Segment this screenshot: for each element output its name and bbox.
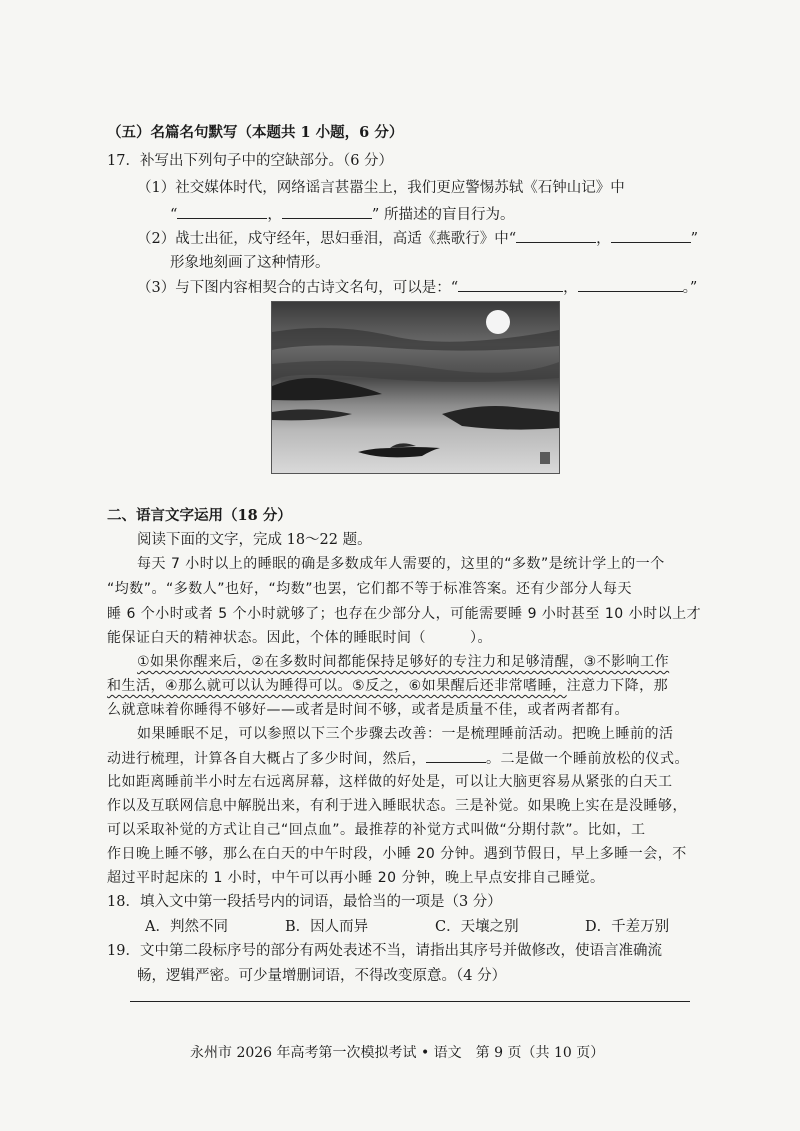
answer-blank[interactable] — [426, 748, 486, 763]
para3-line2 — [107, 748, 689, 769]
q17-stem: 17．补写出下列句子中的空缺部分。（6 分） — [107, 153, 394, 169]
para3-line1: 如果睡眠不足，可以参照以下三个步骤去改善：一是梳理睡前活动。把晚上睡前的活 — [137, 726, 674, 742]
section2-heading: 二、语言文字运用（18 分） — [107, 507, 292, 524]
para3-line3: 比如距离睡前半小时左右远离屏幕，这样做的好处是，可以让大脑更容易从紧张的白天工 — [107, 774, 673, 790]
answer-blank[interactable] — [282, 204, 372, 219]
comma: ， — [267, 207, 282, 223]
comma: ， — [596, 231, 611, 247]
q18-stem: 18．填入文中第一段括号内的词语，最恰当的一项是（3 分） — [107, 894, 502, 910]
para3-line4: 作以及互联网信息中解脱出来，有利于进入睡眠状态。三是补觉。如果晚上实在是没睡够， — [107, 798, 687, 814]
para3-line5: 可以采取补觉的方式让自己“回点血”。最推荐的补觉方式叫做“分期付款”。比如，工 — [107, 822, 646, 838]
para3-line2-text: 动进行梳理，计算各自大概占了多少时间，然后， — [107, 751, 426, 767]
answer-blank[interactable] — [611, 228, 691, 243]
para1-line4 — [107, 628, 492, 648]
wavy-underlined-text: ①如果你醒来后，②在多数时间都能保持足够好的专注力和足够清醒，③不影响工作 — [137, 654, 670, 670]
para1-line3: 睡 6 个小时或者 5 个小时就够了；也存在少部分人，可能需要睡 9 小时甚至 10 小时以上才 — [107, 606, 702, 622]
q18-option-c[interactable]: C．天壤之别 — [435, 919, 519, 935]
quote-open: “ — [450, 280, 459, 296]
page-footer: 永州市 2026 年高考第一次模拟考试 • 语文 第 9 页（共 10 页） — [190, 1045, 605, 1061]
quote-close: ” — [371, 207, 380, 223]
para2-line1 — [137, 652, 669, 672]
para2-line2 — [107, 676, 668, 696]
answer-blank[interactable] — [578, 277, 683, 292]
q18-option-d[interactable]: D．千差万别 — [585, 919, 670, 935]
quote-close: 。” — [682, 280, 698, 296]
q18-option-b[interactable]: B．因人而异 — [285, 919, 369, 935]
q19-line1: 19．文中第二段标序号的部分有两处表述不当，请指出其序号并做修改，使语言准确流 — [107, 943, 662, 959]
q17-part2-line2: 形象地刻画了这种情形。 — [170, 255, 330, 271]
quote-open: “ — [508, 231, 517, 247]
q17-part1-line1: （1）社交媒体时代，网络谣言甚嚣尘上，我们更应警惕苏轼《石钟山记》中 — [137, 180, 625, 196]
para3-line7: 超过平时起床的 1 小时，中午可以再小睡 20 分钟，晚上早点安排自己睡觉。 — [107, 870, 605, 886]
comma: ， — [563, 280, 578, 296]
ink-wash-moonlit-river-painting — [271, 301, 560, 474]
para3-line2-tail: 。二是做一个睡前放松的仪式。 — [486, 751, 689, 767]
q17-part3 — [137, 277, 697, 298]
seal-stamp — [540, 452, 550, 464]
section5-heading: （五）名篇名句默写（本题共 1 小题，6 分） — [107, 124, 404, 141]
moon — [486, 310, 510, 334]
q17-part2-text: （2）战士出征，戍守经年，思妇垂泪，高适《燕歌行》中 — [137, 231, 509, 247]
para1-line1: 每天 7 小时以上的睡眠的确是多数成年人需要的，这里的“多数”是统计学上的一个 — [137, 556, 665, 572]
answer-blank[interactable] — [458, 277, 563, 292]
answer-blank[interactable] — [177, 204, 267, 219]
answer-blank[interactable] — [516, 228, 596, 243]
q17-part1-line2 — [170, 204, 514, 225]
quote-close: ” — [690, 231, 699, 247]
wavy-underlined-text: 和生活，④那么就可以认为睡得可以。⑤反之，⑥如果醒后还非常嗜睡， — [107, 678, 567, 694]
q17-part2-line1 — [137, 228, 698, 249]
para1-line4-text: 能保证白天的精神状态。因此，个体的睡眠时间（ — [107, 630, 426, 646]
quote-open: “ — [170, 207, 178, 223]
q17-part1-tail: 所描述的盲目行为。 — [383, 207, 515, 223]
q18-option-a[interactable]: A．判然不同 — [145, 919, 228, 935]
section2-intro: 阅读下面的文字，完成 18～22 题。 — [137, 532, 372, 548]
para1-line2: “均数”。“多数人”也好，“均数”也罢，它们都不等于标准答案。还有少部分人每天 — [107, 581, 633, 597]
para1-line4-end: ）。 — [470, 630, 492, 646]
para2-line3: 么就意味着你睡得不够好——或者是时间不够，或者是质量不佳，或者两者都有。 — [107, 702, 629, 718]
q19-line2: 畅，逻辑严密。可少量增删词语，不得改变原意。（4 分） — [137, 968, 507, 984]
para2-tail: 注意力下降，那 — [566, 678, 669, 694]
para3-line6: 作日晚上睡不够，那么在白天的中午时段，小睡 20 分钟。遇到节假日，早上多睡一会，不 — [107, 846, 687, 862]
q17-part3-text: （3）与下图内容相契合的古诗文名句，可以是： — [137, 280, 451, 296]
answer-line[interactable] — [130, 1001, 690, 1002]
